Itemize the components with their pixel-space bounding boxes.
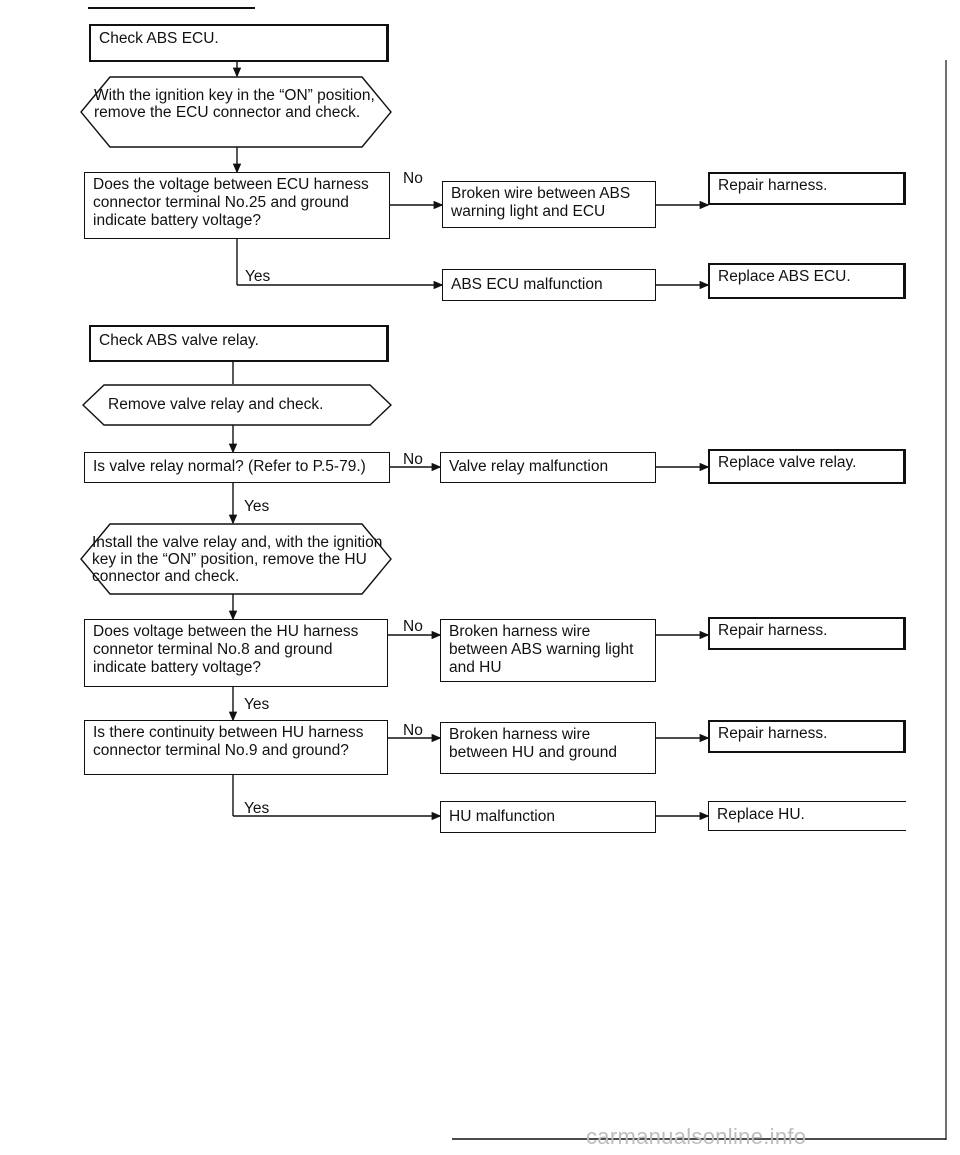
repair-harness-action-2: Repair harness.	[708, 617, 906, 650]
ecu-yes-label: Yes	[245, 268, 271, 285]
broken-wire-abs-ecu-result: Broken wire between ABS warning light and ECU	[442, 181, 656, 228]
repair-harness-action-1: Repair harness.	[708, 172, 906, 205]
replace-hu-action: Replace HU.	[708, 801, 906, 831]
broken-harness-hu-ground-result: Broken harness wire between HU and ground	[440, 722, 656, 774]
remove-valve-relay-step: Remove valve relay and check.	[82, 384, 392, 426]
replace-valve-relay-action: Replace valve relay.	[708, 449, 906, 484]
valve-relay-normal-question: Is valve relay normal? (Refer to P.5-79.)	[84, 452, 390, 483]
hu-continuity-question: Is there continuity between HU harness connector terminal No.9 and ground?	[84, 720, 388, 775]
hu-malfunction-result: HU malfunction	[440, 801, 656, 833]
replace-abs-ecu-action: Replace ABS ECU.	[708, 263, 906, 299]
hu-continuity-no-label: No	[403, 722, 423, 739]
relay-no-label: No	[403, 451, 423, 468]
watermark: carmanualsonline.info	[586, 1124, 807, 1149]
relay-yes-label: Yes	[244, 498, 270, 515]
broken-harness-abs-hu-result: Broken harness wire between ABS warning light and HU	[440, 619, 656, 682]
check-abs-ecu-title: Check ABS ECU.	[89, 24, 389, 62]
check-abs-valve-relay-title: Check ABS valve relay.	[89, 325, 389, 362]
repair-harness-action-3: Repair harness.	[708, 720, 906, 753]
install-relay-hu-connector-step: Install the valve relay and, with the ignition key in the “ON” position, remove the HU connector and check.	[80, 523, 392, 595]
ecu-voltage-question: Does the voltage between ECU harness connector terminal No.25 and ground indicate battery voltage?	[84, 172, 390, 239]
hu-continuity-yes-label: Yes	[244, 800, 270, 817]
hu-voltage-question: Does voltage between the HU harness connetor terminal No.8 and ground indicate battery voltage?	[84, 619, 388, 687]
hu-voltage-yes-label: Yes	[244, 696, 270, 713]
valve-relay-malfunction-result: Valve relay malfunction	[440, 452, 656, 483]
ecu-connector-check-step: With the ignition key in the “ON” position, remove the ECU connector and check.	[80, 76, 392, 148]
abs-ecu-malfunction-result: ABS ECU malfunction	[442, 269, 656, 301]
hu-voltage-no-label: No	[403, 618, 423, 635]
ecu-no-label: No	[403, 170, 423, 187]
